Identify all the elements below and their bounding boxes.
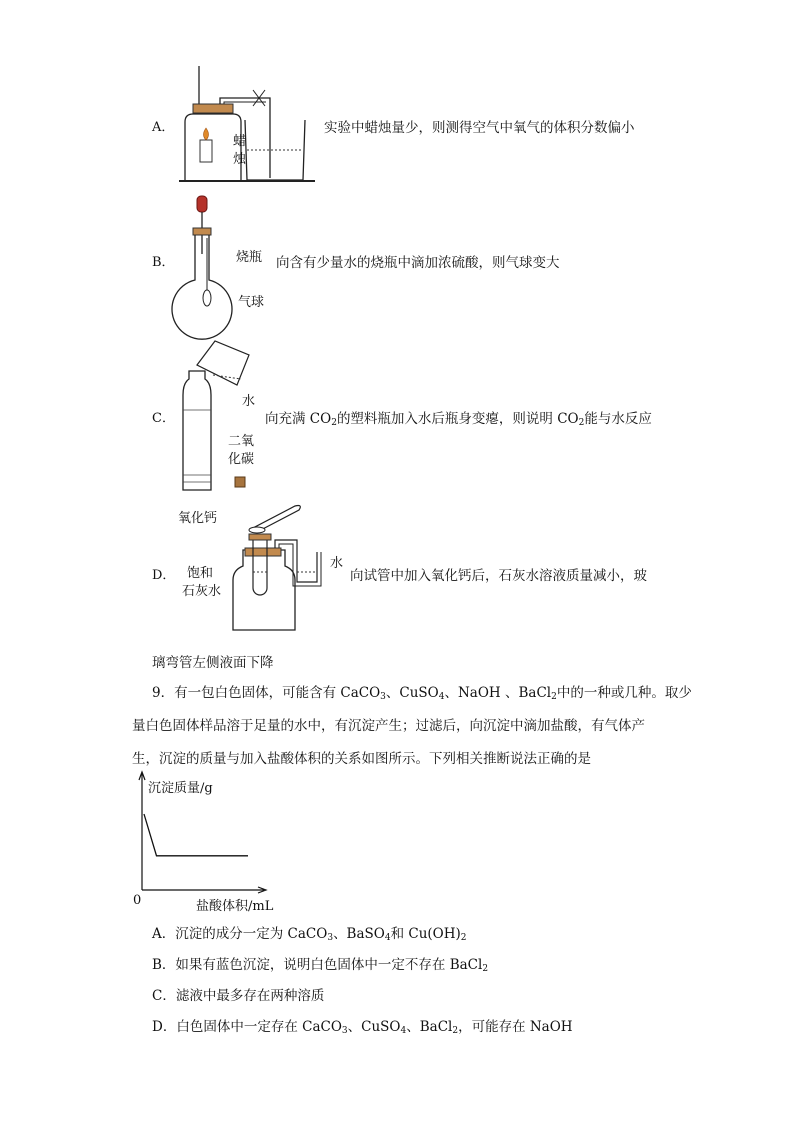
balloon-label: 气球 bbox=[238, 295, 265, 310]
option-a-letter: A． bbox=[152, 120, 175, 135]
answer-a[interactable]: A．沉淀的成分一定为 CaCO$_3$、BaSO$_4$和 $Cu(OH)_2$ bbox=[152, 926, 467, 943]
limewater-label: 石灰水 bbox=[182, 584, 222, 599]
co2-label-1: 二氧 bbox=[228, 434, 255, 449]
chart-origin: 0 bbox=[133, 893, 142, 908]
question-9-line-1: 9．有一包白色固体，可能含有 CaCO$_3$、CuSO$_4$、NaOH 、BaCl$_2$中的一种或几种。取少 bbox=[152, 685, 692, 702]
question-9-line-3: 生，沉淀的质量与加入盐酸体积的关系如图所示。下列相关推断说法正确的是 bbox=[132, 751, 591, 767]
answer-c[interactable]: C．滤液中最多存在两种溶质 bbox=[152, 988, 325, 1004]
option-a-text: 实验中蜡烛量少，则测得空气中氧气的体积分数偏小 bbox=[324, 120, 635, 136]
saturated-label: 饱和 bbox=[187, 566, 214, 581]
apparatus-b-diagram bbox=[175, 192, 245, 327]
candle-label-1: 蜡 bbox=[233, 134, 247, 149]
water-label-d: 水 bbox=[330, 556, 344, 571]
option-b-text: 向含有少量水的烧瓶中滴加浓硫酸，则气球变大 bbox=[276, 255, 560, 271]
co2-label-2: 化碳 bbox=[228, 452, 255, 467]
chart-xlabel: 盐酸体积/mL bbox=[196, 899, 274, 914]
apparatus-a-diagram bbox=[175, 60, 320, 185]
option-c-text: 向充满 $CO_2$的塑料瓶加入水后瓶身变瘪，则说明 $CO_2$能与水反应 bbox=[265, 411, 652, 428]
cao-label: 氧化钙 bbox=[178, 511, 218, 526]
option-c-letter: C． bbox=[152, 411, 175, 426]
water-label-c: 水 bbox=[242, 394, 256, 409]
chart-ylabel: 沉淀质量/g bbox=[148, 781, 213, 796]
option-b-letter: B． bbox=[152, 255, 175, 270]
series-line bbox=[144, 814, 248, 856]
option-d-letter: D． bbox=[152, 568, 176, 583]
flask-label: 烧瓶 bbox=[236, 250, 263, 265]
candle-label-2: 烛 bbox=[233, 152, 247, 167]
question-9-line-2: 量白色固体样品溶于足量的水中，有沉淀产生；过滤后，向沉淀中滴加盐酸，有气体产 bbox=[132, 718, 645, 734]
answer-b[interactable]: B．如果有蓝色沉淀，说明白色固体中一定不存在 BaCl$_2$ bbox=[152, 957, 489, 974]
option-d-text: 向试管中加入氧化钙后，石灰水溶液质量减小，玻 bbox=[350, 568, 647, 584]
option-d-text-cont: 璃弯管左侧液面下降 bbox=[152, 655, 274, 671]
apparatus-c-diagram bbox=[175, 335, 255, 495]
answer-d[interactable]: D．白色固体中一定存在 CaCO$_3$、CuSO$_4$、BaCl$_2$，可能存在 NaOH bbox=[152, 1019, 573, 1036]
